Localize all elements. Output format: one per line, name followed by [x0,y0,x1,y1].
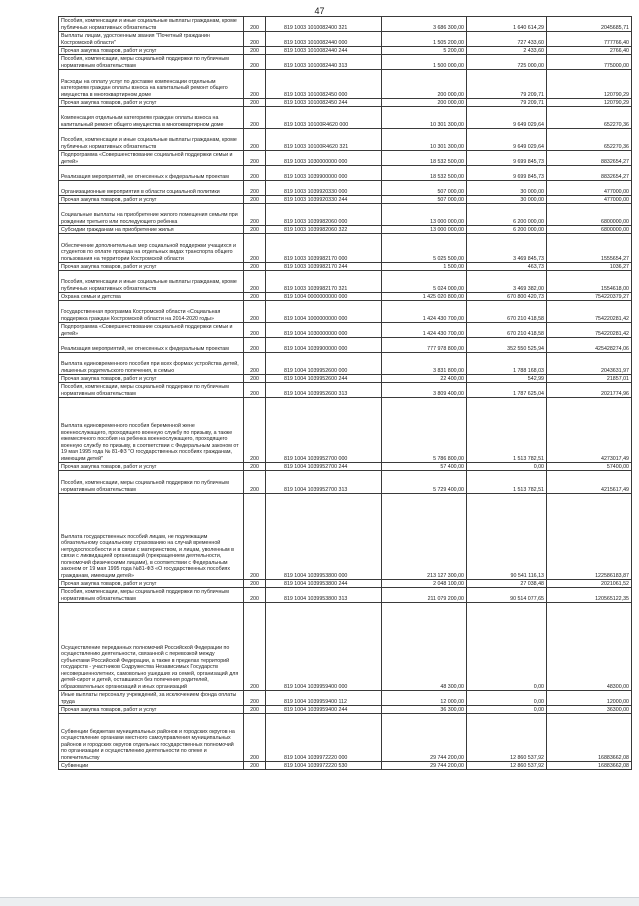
row-admin-code: 200 [244,603,266,691]
row-executed-amount: 0,00 [467,691,547,706]
row-executed-amount: 12 860 537,92 [467,762,547,770]
row-admin-code: 200 [244,151,266,166]
row-admin-code: 200 [244,129,266,151]
table-row [59,196,632,204]
table-row [59,398,632,463]
table-row [59,99,632,107]
row-remaining-amount: 652270,36 [547,129,632,151]
row-plan-amount: 18 532 500,00 [382,166,467,181]
row-plan-amount: 48 300,00 [382,603,467,691]
row-remaining-amount: 2021774,96 [547,383,632,398]
row-budget-code: 819 1004 1039952600 313 [266,383,382,398]
row-admin-code: 200 [244,494,266,580]
row-name: Пособия, компенсации, меры социальной поддержки по публичным нормативным обязательствам [59,471,244,494]
row-remaining-amount: 2021061,52 [547,580,632,588]
row-budget-code: 819 1003 1039920330 000 [266,181,382,196]
row-remaining-amount: 2045685,71 [547,17,632,32]
row-plan-amount: 1 500 000,00 [382,55,467,70]
row-executed-amount: 1 513 782,51 [467,471,547,494]
row-name: Субсидии гражданам на приобретение жилья [59,226,244,234]
row-budget-code: 819 1004 1039959400 000 [266,603,382,691]
row-budget-code: 819 1004 1039900000 000 [266,338,382,353]
row-plan-amount: 57 400,00 [382,463,467,471]
budget-table-sheet [58,16,631,770]
row-admin-code: 200 [244,714,266,762]
row-budget-code: 819 1003 1039900000 000 [266,166,382,181]
row-name: Государственная программа Костромской области «Социальная поддержка граждан Костромской области на 2014-2020 годы» [59,301,244,323]
table-row [59,580,632,588]
row-executed-amount: 0,00 [467,463,547,471]
row-executed-amount: 727 433,60 [467,32,547,47]
row-plan-amount: 29 744 200,00 [382,762,467,770]
row-remaining-amount: 4273017,49 [547,398,632,463]
row-budget-code: 819 1004 1039972220 000 [266,714,382,762]
table-row [59,55,632,70]
table-row [59,166,632,181]
row-budget-code: 819 1004 1039952600 000 [266,353,382,375]
row-budget-code: 819 1003 1039982060 322 [266,226,382,234]
row-budget-code: 819 1003 1039982170 244 [266,263,382,271]
table-row [59,463,632,471]
row-admin-code: 200 [244,353,266,375]
row-plan-amount: 507 000,00 [382,181,467,196]
table-row [59,47,632,55]
row-executed-amount: 725 000,00 [467,55,547,70]
row-budget-code: 819 1004 1039953800 313 [266,588,382,603]
row-admin-code: 200 [244,691,266,706]
row-remaining-amount: 16883662,08 [547,714,632,762]
table-row [59,301,632,323]
row-name: Иные выплаты персоналу учреждений, за исключением фонда оплаты труда [59,691,244,706]
row-executed-amount: 30 000,00 [467,196,547,204]
row-executed-amount: 670 210 418,58 [467,323,547,338]
row-executed-amount: 30 000,00 [467,181,547,196]
row-budget-code: 819 1003 1039982170 321 [266,271,382,293]
row-admin-code: 200 [244,47,266,55]
table-row [59,129,632,151]
row-plan-amount: 29 744 200,00 [382,714,467,762]
row-remaining-amount: 477000,00 [547,181,632,196]
row-admin-code: 200 [244,293,266,301]
row-plan-amount: 13 000 000,00 [382,226,467,234]
row-name: Подпрограмма «Совершенствование социальной поддержки семьи и детей» [59,151,244,166]
row-remaining-amount: 1036,27 [547,263,632,271]
row-admin-code: 200 [244,70,266,99]
table-body [59,17,632,770]
table-row [59,691,632,706]
row-plan-amount: 12 000,00 [382,691,467,706]
row-remaining-amount: 6800000,00 [547,204,632,226]
row-plan-amount: 200 000,00 [382,70,467,99]
row-plan-amount: 3 809 400,00 [382,383,467,398]
row-admin-code: 200 [244,204,266,226]
row-name: Прочая закупка товаров, работ и услуг [59,706,244,714]
row-admin-code: 200 [244,166,266,181]
row-plan-amount: 507 000,00 [382,196,467,204]
row-admin-code: 200 [244,762,266,770]
row-budget-code: 819 1003 1010082400 321 [266,17,382,32]
row-budget-code: 819 1003 1010082440 000 [266,32,382,47]
row-name: Выплата единовременного пособия беременной жене военнослужащего, проходящего военную службу по призыву, а также ежемесячного пособия на ребенка военнослужащего, проходящего военную службу по призыву, в соответствии с Федеральным законом от 19 мая 1995 года № 81-ФЗ "О государственных пособиях гражданам, имеющим детей" [59,398,244,463]
row-plan-amount: 777 978 800,00 [382,338,467,353]
row-executed-amount: 3 469 845,73 [467,234,547,263]
row-name: Субвенции бюджетам муниципальных районов и городских округов на осуществление органами местного самоуправления муниципальных районов и городских округов отдельных государственных полномочий по организации и осуществлению деятельности по опеке и попечительству [59,714,244,762]
row-admin-code: 200 [244,107,266,129]
table-row [59,271,632,293]
row-remaining-amount: 2766,40 [547,47,632,55]
row-remaining-amount: 6800000,00 [547,226,632,234]
table-row [59,323,632,338]
row-remaining-amount: 754220281,42 [547,323,632,338]
row-name: Пособия, компенсации, меры социальной поддержки по публичным нормативным обязательствам [59,383,244,398]
row-plan-amount: 13 000 000,00 [382,204,467,226]
row-remaining-amount: 754220379,27 [547,293,632,301]
row-budget-code: 819 1003 1030000000 000 [266,151,382,166]
page-number: 47 [314,6,325,16]
row-admin-code: 200 [244,99,266,107]
row-plan-amount: 3 831 800,00 [382,353,467,375]
row-budget-code: 819 1003 1010082450 244 [266,99,382,107]
row-remaining-amount: 775000,00 [547,55,632,70]
row-plan-amount: 5 024 000,00 [382,271,467,293]
row-plan-amount: 10 301 300,00 [382,129,467,151]
row-budget-code: 819 1003 1010082440 313 [266,55,382,70]
row-plan-amount: 22 400,00 [382,375,467,383]
row-admin-code: 200 [244,580,266,588]
table-row [59,226,632,234]
table-row [59,151,632,166]
row-budget-code: 819 1004 1039953800 000 [266,494,382,580]
row-remaining-amount: 122586183,87 [547,494,632,580]
row-plan-amount: 3 686 300,00 [382,17,467,32]
table-row [59,706,632,714]
row-budget-code: 819 1004 1030000000 000 [266,323,382,338]
row-remaining-amount: 1555654,27 [547,234,632,263]
row-executed-amount: 670 210 418,58 [467,301,547,323]
row-plan-amount: 1 425 020 800,00 [382,293,467,301]
row-remaining-amount: 8832654,27 [547,151,632,166]
row-budget-code: 819 1004 1039952700 244 [266,463,382,471]
table-row [59,383,632,398]
row-name: Охрана семьи и детства [59,293,244,301]
row-plan-amount: 1 424 430 700,00 [382,301,467,323]
row-plan-amount: 1 424 430 700,00 [382,323,467,338]
row-budget-code: 819 1004 1000000000 000 [266,301,382,323]
row-executed-amount: 12 860 537,92 [467,714,547,762]
row-admin-code: 200 [244,271,266,293]
row-name: Обеспечение дополнительных мер социальной поддержки учащихся и студентов по оплате проезда на отдельных видах транспорта общего пользования на территории Костромской области [59,234,244,263]
table-row [59,32,632,47]
table-row [59,234,632,263]
row-admin-code: 200 [244,375,266,383]
row-remaining-amount: 8832654,27 [547,166,632,181]
row-name: Расходы на оплату услуг по доставке компенсации отдельным категориям граждан оплаты взноса на капитальный ремонт общего имущества в многоквартирном доме [59,70,244,99]
row-budget-code: 819 1003 1010082440 244 [266,47,382,55]
row-executed-amount: 90 514 077,65 [467,588,547,603]
row-name: Прочая закупка товаров, работ и услуг [59,196,244,204]
row-executed-amount: 6 200 000,00 [467,204,547,226]
row-remaining-amount: 120565122,35 [547,588,632,603]
row-executed-amount: 27 038,48 [467,580,547,588]
row-remaining-amount: 120790,29 [547,99,632,107]
row-executed-amount: 6 200 000,00 [467,226,547,234]
row-plan-amount: 5 729 400,00 [382,471,467,494]
row-budget-code: 819 1004 1039952700 000 [266,398,382,463]
row-executed-amount: 463,73 [467,263,547,271]
row-executed-amount: 9 699 845,73 [467,151,547,166]
row-name: Прочая закупка товаров, работ и услуг [59,375,244,383]
row-name: Прочая закупка товаров, работ и услуг [59,99,244,107]
table-row [59,375,632,383]
row-name: Пособия, компенсации и иные социальные выплаты гражданам, кроме публичных нормативных обязательств [59,129,244,151]
row-name: Прочая закупка товаров, работ и услуг [59,47,244,55]
table-row [59,353,632,375]
row-remaining-amount: 57400,00 [547,463,632,471]
row-admin-code: 200 [244,301,266,323]
row-name: Прочая закупка товаров, работ и услуг [59,463,244,471]
row-plan-amount: 5 786 800,00 [382,398,467,463]
row-admin-code: 200 [244,471,266,494]
row-plan-amount: 36 300,00 [382,706,467,714]
row-remaining-amount: 12000,00 [547,691,632,706]
row-name: Организационные мероприятия в области социальной политики [59,181,244,196]
row-admin-code: 200 [244,55,266,70]
row-admin-code: 200 [244,234,266,263]
row-name: Прочая закупка товаров, работ и услуг [59,580,244,588]
row-remaining-amount: 1554618,00 [547,271,632,293]
row-admin-code: 200 [244,383,266,398]
row-admin-code: 200 [244,196,266,204]
row-executed-amount: 79 209,71 [467,99,547,107]
row-budget-code: 819 1004 1039972220 530 [266,762,382,770]
row-admin-code: 200 [244,181,266,196]
table-row [59,17,632,32]
row-plan-amount: 5 200,00 [382,47,467,55]
row-budget-code: 819 1003 10100R4620 000 [266,107,382,129]
row-executed-amount: 0,00 [467,706,547,714]
row-budget-code: 819 1004 1039959400 244 [266,706,382,714]
row-executed-amount: 1 513 782,51 [467,398,547,463]
table-row [59,293,632,301]
table-row [59,181,632,196]
table-row [59,494,632,580]
row-admin-code: 200 [244,323,266,338]
row-executed-amount: 79 209,71 [467,70,547,99]
row-name: Выплата единовременного пособия при всех формах устройства детей, лишенных родительского попечения, в семью [59,353,244,375]
budget-execution-table [58,16,632,770]
row-plan-amount: 5 025 500,00 [382,234,467,263]
row-admin-code: 200 [244,338,266,353]
row-admin-code: 200 [244,463,266,471]
row-remaining-amount: 48300,00 [547,603,632,691]
row-admin-code: 200 [244,263,266,271]
row-remaining-amount: 777766,40 [547,32,632,47]
row-name: Подпрограмма «Совершенствование социальной поддержки семьи и детей» [59,323,244,338]
row-name: Социальные выплаты на приобретение жилого помещения семьям при рождении третьего или последующего ребенка [59,204,244,226]
row-admin-code: 200 [244,706,266,714]
row-plan-amount: 18 532 500,00 [382,151,467,166]
row-remaining-amount: 425428274,06 [547,338,632,353]
row-plan-amount: 213 127 300,00 [382,494,467,580]
row-budget-code: 819 1004 1039953800 244 [266,580,382,588]
row-budget-code: 819 1003 1039982170 000 [266,234,382,263]
row-name: Пособия, компенсации и иные социальные выплаты гражданам, кроме публичных нормативных обязательств [59,271,244,293]
row-executed-amount: 542,99 [467,375,547,383]
row-budget-code: 819 1003 10100R4620 321 [266,129,382,151]
row-plan-amount: 200 000,00 [382,99,467,107]
row-budget-code: 819 1004 1039959400 112 [266,691,382,706]
row-remaining-amount: 16883662,08 [547,762,632,770]
row-budget-code: 819 1004 1039952700 313 [266,471,382,494]
row-executed-amount: 9 649 029,64 [467,129,547,151]
row-remaining-amount: 120790,29 [547,70,632,99]
row-plan-amount: 211 079 200,00 [382,588,467,603]
row-admin-code: 200 [244,226,266,234]
row-executed-amount: 2 433,60 [467,47,547,55]
row-executed-amount: 0,00 [467,603,547,691]
row-admin-code: 200 [244,17,266,32]
row-name: Выплата государственных пособий лицам, не подлежащим обязательному социальному страхованию на случай временной нетрудоспособности и в связи с материнством, и лицам, уволенным в связи с ликвидацией организаций (прекращением деятельности, полномочий физическими лицами), в соответствии с Федеральным законом от 19 мая 1995 года №81-ФЗ «О государственных пособиях гражданам, имеющим детей» [59,494,244,580]
row-name: Реализация мероприятий, не отнесенных к федеральным проектам [59,166,244,181]
table-row [59,204,632,226]
row-name: Пособия, компенсации, меры социальной поддержки по публичным нормативным обязательствам [59,588,244,603]
row-remaining-amount: 652270,36 [547,107,632,129]
row-remaining-amount: 754220281,42 [547,301,632,323]
row-executed-amount: 1 787 625,04 [467,383,547,398]
row-budget-code: 819 1003 1039920330 244 [266,196,382,204]
row-name: Пособия, компенсации и иные социальные выплаты гражданам, кроме публичных нормативных обязательств [59,17,244,32]
row-name: Пособия, компенсации, меры социальной поддержки по публичным нормативным обязательствам [59,55,244,70]
table-row [59,603,632,691]
row-plan-amount: 2 048 100,00 [382,580,467,588]
row-remaining-amount: 4215617,49 [547,471,632,494]
row-plan-amount: 10 301 300,00 [382,107,467,129]
row-admin-code: 200 [244,32,266,47]
row-remaining-amount: 477000,00 [547,196,632,204]
row-plan-amount: 1 500,00 [382,263,467,271]
row-remaining-amount: 36300,00 [547,706,632,714]
row-remaining-amount: 21857,01 [547,375,632,383]
table-row [59,263,632,271]
row-name: Компенсация отдельным категориям граждан оплаты взноса на капитальный ремонт общего имущества в многоквартирном доме [59,107,244,129]
row-budget-code: 819 1004 1039952600 244 [266,375,382,383]
row-name: Субвенции [59,762,244,770]
table-row [59,471,632,494]
row-executed-amount: 3 469 382,00 [467,271,547,293]
row-executed-amount: 670 800 420,73 [467,293,547,301]
row-name: Реализация мероприятий, не отнесенных к федеральным проектам [59,338,244,353]
row-executed-amount: 9 649 029,64 [467,107,547,129]
row-executed-amount: 90 541 116,13 [467,494,547,580]
table-row [59,762,632,770]
table-row [59,714,632,762]
table-row [59,588,632,603]
table-row [59,107,632,129]
row-executed-amount: 9 699 845,73 [467,166,547,181]
row-remaining-amount: 2043631,97 [547,353,632,375]
table-row [59,338,632,353]
row-budget-code: 819 1003 1010082450 000 [266,70,382,99]
row-budget-code: 819 1004 0000000000 000 [266,293,382,301]
row-name: Осуществление переданных полномочий Российской Федерации по осуществлению деятельности, связанной с перевозкой между субъектами Российской Федерации, а также в пределах территорий государств - участников Содружества Независимых Государств несовершеннолетних, самовольно ушедших из семей, организаций для детей-сирот и детей, оставшихся без попечения родителей, образовательных организаций и иных организаций [59,603,244,691]
row-plan-amount: 1 505 200,00 [382,32,467,47]
row-admin-code: 200 [244,398,266,463]
row-admin-code: 200 [244,588,266,603]
row-executed-amount: 1 788 168,03 [467,353,547,375]
table-row [59,70,632,99]
row-name: Прочая закупка товаров, работ и услуг [59,263,244,271]
row-name: Выплаты лицам, удостоенным звания "Почетный гражданин Костромской области" [59,32,244,47]
row-budget-code: 819 1003 1039982060 000 [266,204,382,226]
row-executed-amount: 1 640 614,29 [467,17,547,32]
row-executed-amount: 352 550 525,94 [467,338,547,353]
